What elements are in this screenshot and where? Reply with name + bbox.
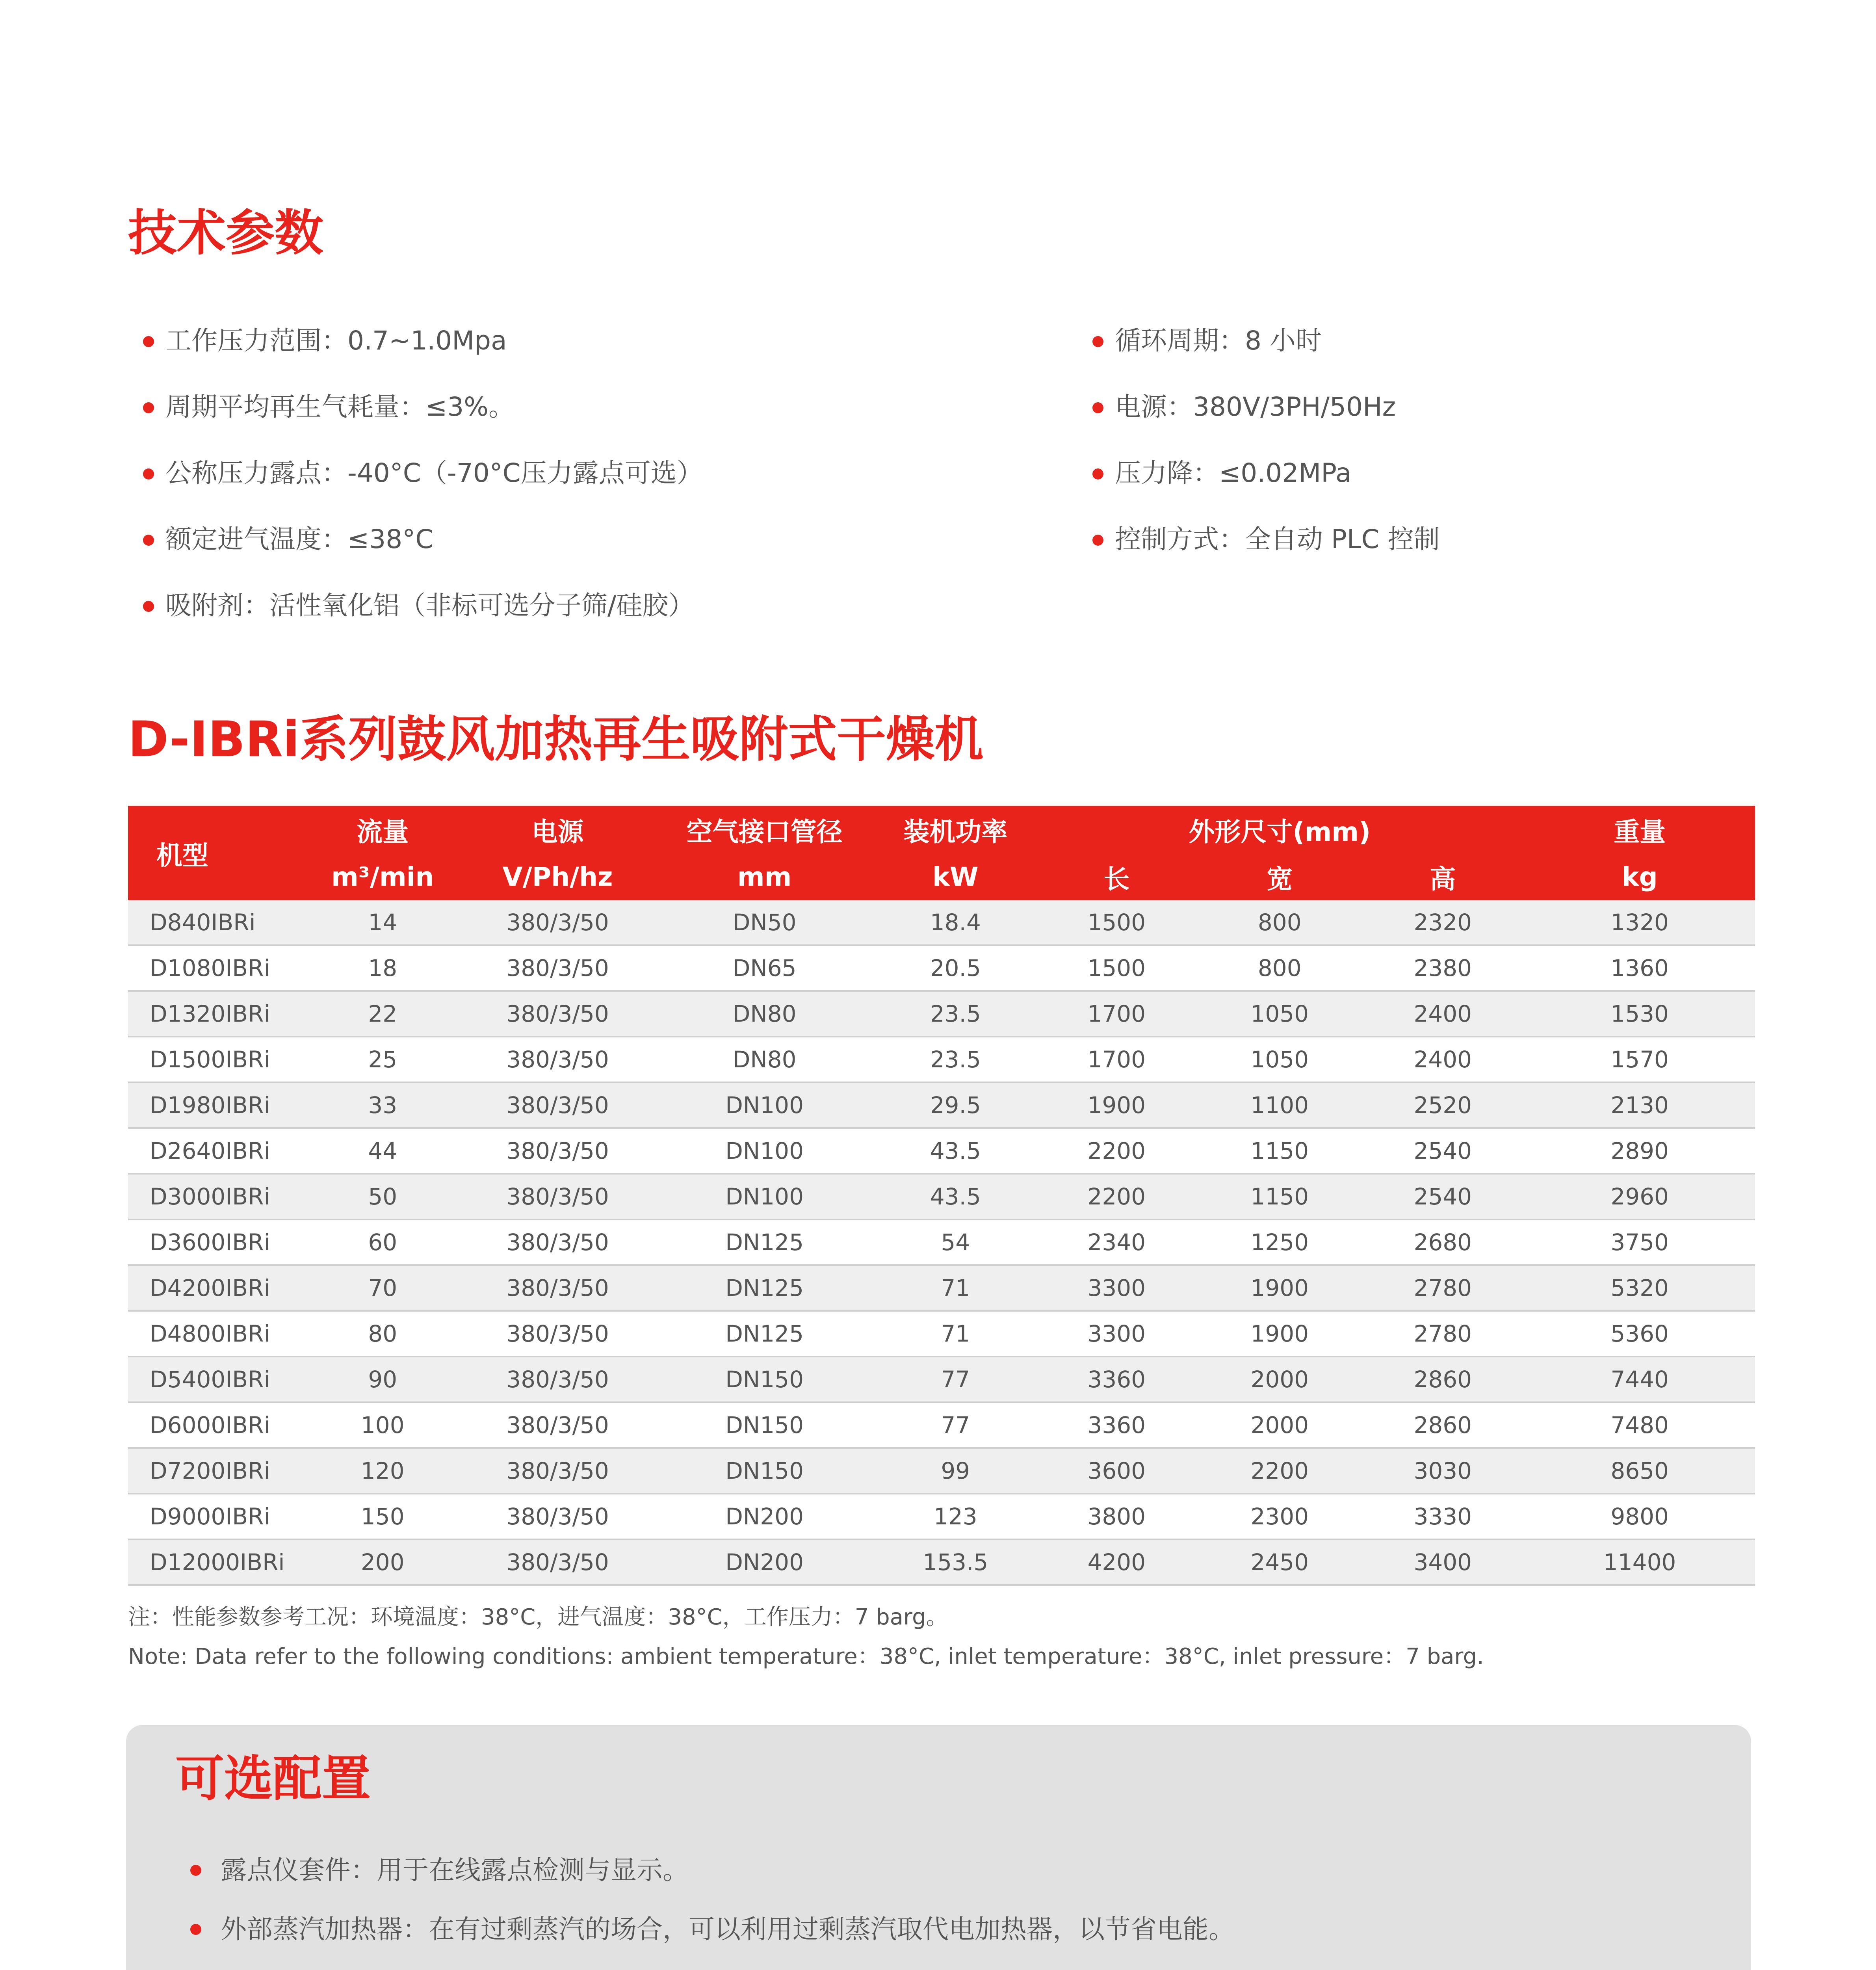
spec-item <box>128 317 703 383</box>
option-item <box>175 1904 1712 1955</box>
cell-flow: 120 <box>303 1448 462 1494</box>
bullet-icon <box>190 1924 201 1935</box>
cell-width: 1100 <box>1198 1082 1361 1128</box>
table-row <box>128 1082 1755 1128</box>
note-english: Note: Data refer to the following conditions: ambient temperature：38°C, inlet temperature：38°C, inlet pressure：7 barg. <box>128 1644 1484 1669</box>
table-row <box>128 900 1755 945</box>
cell-model: D1500IBRi <box>128 1037 303 1082</box>
header-width: 宽 <box>1198 853 1361 900</box>
cell-length: 3360 <box>1035 1402 1198 1448</box>
cell-pipe: DN150 <box>653 1402 876 1448</box>
header-pipe: 空气接口管径 <box>653 806 876 853</box>
header-dimensions: 外形尺寸(mm) <box>1035 806 1524 853</box>
cell-height: 2860 <box>1361 1357 1524 1402</box>
cell-installed-power: 43.5 <box>876 1174 1035 1219</box>
bullet-icon <box>1092 336 1103 347</box>
cell-installed-power: 99 <box>876 1448 1035 1494</box>
spec-table <box>128 806 1755 1586</box>
option-item-text: 露点仪套件：用于在线露点检测与显示。 <box>221 1855 689 1885</box>
cell-power-supply: 380/3/50 <box>462 1174 653 1219</box>
cell-weight: 2960 <box>1524 1174 1755 1219</box>
cell-height: 2780 <box>1361 1311 1524 1357</box>
cell-power-supply: 380/3/50 <box>462 1037 653 1082</box>
table-header-row-2 <box>128 853 1755 900</box>
table-row <box>128 1402 1755 1448</box>
cell-weight: 5320 <box>1524 1265 1755 1311</box>
cell-power-supply: 380/3/50 <box>462 1357 653 1402</box>
cell-power-supply: 380/3/50 <box>462 1448 653 1494</box>
bullet-icon <box>143 336 154 347</box>
cell-height: 2520 <box>1361 1082 1524 1128</box>
cell-installed-power: 54 <box>876 1219 1035 1265</box>
cell-pipe: DN65 <box>653 945 876 991</box>
cell-height: 2400 <box>1361 1037 1524 1082</box>
cell-weight: 1360 <box>1524 945 1755 991</box>
cell-height: 3330 <box>1361 1494 1524 1539</box>
cell-weight: 5360 <box>1524 1311 1755 1357</box>
cell-weight: 9800 <box>1524 1494 1755 1539</box>
cell-power-supply: 380/3/50 <box>462 1082 653 1128</box>
cell-length: 3800 <box>1035 1494 1198 1539</box>
cell-model: D2640IBRi <box>128 1128 303 1174</box>
header-weight-unit: kg <box>1524 853 1755 900</box>
cell-flow: 18 <box>303 945 462 991</box>
cell-power-supply: 380/3/50 <box>462 1265 653 1311</box>
cell-pipe: DN200 <box>653 1494 876 1539</box>
cell-installed-power: 71 <box>876 1311 1035 1357</box>
cell-installed-power: 23.5 <box>876 1037 1035 1082</box>
cell-weight: 7480 <box>1524 1402 1755 1448</box>
cell-power-supply: 380/3/50 <box>462 945 653 991</box>
cell-length: 1900 <box>1035 1082 1198 1128</box>
cell-length: 1700 <box>1035 1037 1198 1082</box>
cell-flow: 33 <box>303 1082 462 1128</box>
spec-item <box>128 383 703 450</box>
cell-flow: 150 <box>303 1494 462 1539</box>
tech-params-title: 技术参数 <box>128 205 324 262</box>
header-pipe-unit: mm <box>653 853 876 900</box>
table-header-row-1 <box>128 806 1755 853</box>
cell-height: 2680 <box>1361 1219 1524 1265</box>
cell-length: 2200 <box>1035 1128 1198 1174</box>
cell-length: 2340 <box>1035 1219 1198 1265</box>
cell-length: 4200 <box>1035 1539 1198 1585</box>
table-row <box>128 1037 1755 1082</box>
cell-weight: 1320 <box>1524 900 1755 945</box>
options-list <box>175 1845 1712 1970</box>
table-body <box>128 900 1755 1585</box>
cell-model: D1320IBRi <box>128 991 303 1037</box>
cell-length: 1500 <box>1035 900 1198 945</box>
cell-model: D5400IBRi <box>128 1357 303 1402</box>
header-height: 高 <box>1361 853 1524 900</box>
cell-model: D3000IBRi <box>128 1174 303 1219</box>
cell-installed-power: 77 <box>876 1357 1035 1402</box>
cell-flow: 44 <box>303 1128 462 1174</box>
cell-model: D12000IBRi <box>128 1539 303 1585</box>
cell-weight: 11400 <box>1524 1539 1755 1585</box>
cell-pipe: DN80 <box>653 1037 876 1082</box>
cell-installed-power: 123 <box>876 1494 1035 1539</box>
bullet-icon <box>1092 468 1103 479</box>
cell-length: 1500 <box>1035 945 1198 991</box>
cell-model: D7200IBRi <box>128 1448 303 1494</box>
table-row <box>128 945 1755 991</box>
cell-height: 3030 <box>1361 1448 1524 1494</box>
table-row <box>128 1265 1755 1311</box>
cell-weight: 7440 <box>1524 1357 1755 1402</box>
cell-length: 3360 <box>1035 1357 1198 1402</box>
spec-item-text: 公称压力露点：-40°C（-70°C压力露点可选） <box>165 458 703 488</box>
cell-flow: 25 <box>303 1037 462 1082</box>
cell-model: D4800IBRi <box>128 1311 303 1357</box>
cell-weight: 2130 <box>1524 1082 1755 1128</box>
cell-flow: 14 <box>303 900 462 945</box>
cell-power-supply: 380/3/50 <box>462 1539 653 1585</box>
bullet-icon <box>143 402 154 413</box>
header-installed-power: 装机功率 <box>876 806 1035 853</box>
cell-height: 2320 <box>1361 900 1524 945</box>
spec-table-container <box>128 806 1755 1586</box>
cell-installed-power: 18.4 <box>876 900 1035 945</box>
cell-model: D9000IBRi <box>128 1494 303 1539</box>
cell-flow: 100 <box>303 1402 462 1448</box>
cell-pipe: DN150 <box>653 1357 876 1402</box>
cell-pipe: DN100 <box>653 1128 876 1174</box>
note-chinese: 注：性能参数参考工况：环境温度：38°C，进气温度：38°C，工作压力：7 barg。 <box>128 1604 948 1630</box>
cell-length: 2200 <box>1035 1174 1198 1219</box>
cell-flow: 50 <box>303 1174 462 1219</box>
spec-item-text: 电源：380V/3PH/50Hz <box>1115 392 1396 422</box>
option-item-text: 外部蒸汽加热器：在有过剩蒸汽的场合，可以利用过剩蒸汽取代电加热器，以节省电能。 <box>221 1914 1235 1944</box>
spec-item <box>128 516 703 582</box>
cell-pipe: DN100 <box>653 1082 876 1128</box>
cell-installed-power: 23.5 <box>876 991 1035 1037</box>
cell-power-supply: 380/3/50 <box>462 1494 653 1539</box>
cell-height: 2780 <box>1361 1265 1524 1311</box>
cell-height: 2540 <box>1361 1128 1524 1174</box>
cell-flow: 70 <box>303 1265 462 1311</box>
cell-width: 800 <box>1198 945 1361 991</box>
cell-weight: 3750 <box>1524 1219 1755 1265</box>
header-installed-power-unit: kW <box>876 853 1035 900</box>
cell-power-supply: 380/3/50 <box>462 1219 653 1265</box>
cell-flow: 60 <box>303 1219 462 1265</box>
cell-model: D1080IBRi <box>128 945 303 991</box>
cell-weight: 1570 <box>1524 1037 1755 1082</box>
cell-width: 1250 <box>1198 1219 1361 1265</box>
cell-pipe: DN80 <box>653 991 876 1037</box>
cell-model: D1980IBRi <box>128 1082 303 1128</box>
cell-installed-power: 153.5 <box>876 1539 1035 1585</box>
cell-length: 1700 <box>1035 991 1198 1037</box>
cell-width: 2450 <box>1198 1539 1361 1585</box>
spec-item-text: 额定进气温度：≤38°C <box>165 524 434 554</box>
cell-pipe: DN125 <box>653 1219 876 1265</box>
cell-installed-power: 29.5 <box>876 1082 1035 1128</box>
spec-item-text: 控制方式：全自动 PLC 控制 <box>1115 524 1440 554</box>
cell-length: 3600 <box>1035 1448 1198 1494</box>
cell-pipe: DN150 <box>653 1448 876 1494</box>
cell-installed-power: 20.5 <box>876 945 1035 991</box>
spec-item <box>128 450 703 516</box>
cell-weight: 2890 <box>1524 1128 1755 1174</box>
table-row <box>128 991 1755 1037</box>
cell-width: 1900 <box>1198 1311 1361 1357</box>
cell-flow: 90 <box>303 1357 462 1402</box>
table-row <box>128 1357 1755 1402</box>
spec-list-right <box>1077 317 1440 582</box>
cell-power-supply: 380/3/50 <box>462 1128 653 1174</box>
header-length: 长 <box>1035 853 1198 900</box>
cell-flow: 22 <box>303 991 462 1037</box>
cell-width: 2000 <box>1198 1357 1361 1402</box>
cell-pipe: DN50 <box>653 900 876 945</box>
table-row <box>128 1448 1755 1494</box>
cell-width: 800 <box>1198 900 1361 945</box>
table-row <box>128 1128 1755 1174</box>
cell-weight: 8650 <box>1524 1448 1755 1494</box>
cell-model: D840IBRi <box>128 900 303 945</box>
cell-power-supply: 380/3/50 <box>462 1311 653 1357</box>
cell-flow: 200 <box>303 1539 462 1585</box>
options-title: 可选配置 <box>175 1751 371 1807</box>
cell-length: 3300 <box>1035 1265 1198 1311</box>
table-row <box>128 1174 1755 1219</box>
table-row <box>128 1494 1755 1539</box>
table-row <box>128 1539 1755 1585</box>
table-row <box>128 1219 1755 1265</box>
cell-width: 1150 <box>1198 1128 1361 1174</box>
cell-weight: 1530 <box>1524 991 1755 1037</box>
spec-item-text: 吸附剂：活性氧化铝（非标可选分子筛/硅胶） <box>165 590 695 621</box>
series-title: D-IBRi系列鼓风加热再生吸附式干燥机 <box>128 711 984 768</box>
cell-height: 2860 <box>1361 1402 1524 1448</box>
header-flow-unit: m³/min <box>303 853 462 900</box>
spec-item <box>1077 317 1440 383</box>
option-item <box>175 1963 1712 1970</box>
cell-pipe: DN200 <box>653 1539 876 1585</box>
bullet-icon <box>143 535 154 546</box>
cell-width: 1900 <box>1198 1265 1361 1311</box>
spec-list-left <box>128 317 703 648</box>
bullet-icon <box>143 601 154 612</box>
bullet-icon <box>143 468 154 479</box>
bullet-icon <box>1092 535 1103 546</box>
cell-height: 2400 <box>1361 991 1524 1037</box>
cell-power-supply: 380/3/50 <box>462 991 653 1037</box>
bullet-icon <box>190 1865 201 1876</box>
cell-width: 2000 <box>1198 1402 1361 1448</box>
cell-width: 1150 <box>1198 1174 1361 1219</box>
cell-width: 2300 <box>1198 1494 1361 1539</box>
spec-item <box>1077 383 1440 450</box>
cell-pipe: DN125 <box>653 1265 876 1311</box>
spec-item-text: 循环周期：8 小时 <box>1115 325 1322 356</box>
cell-installed-power: 43.5 <box>876 1128 1035 1174</box>
header-flow: 流量 <box>303 806 462 853</box>
cell-length: 3300 <box>1035 1311 1198 1357</box>
cell-height: 2540 <box>1361 1174 1524 1219</box>
cell-flow: 80 <box>303 1311 462 1357</box>
table-row <box>128 1311 1755 1357</box>
cell-height: 3400 <box>1361 1539 1524 1585</box>
cell-width: 1050 <box>1198 991 1361 1037</box>
header-power-supply-unit: V/Ph/hz <box>462 853 653 900</box>
cell-model: D3600IBRi <box>128 1219 303 1265</box>
cell-pipe: DN100 <box>653 1174 876 1219</box>
spec-item <box>1077 516 1440 582</box>
header-weight: 重量 <box>1524 806 1755 853</box>
options-panel <box>126 1725 1751 1970</box>
spec-item <box>128 582 703 648</box>
spec-item-text: 周期平均再生气耗量：≤3%。 <box>165 392 515 422</box>
cell-width: 1050 <box>1198 1037 1361 1082</box>
cell-power-supply: 380/3/50 <box>462 900 653 945</box>
bullet-icon <box>1092 402 1103 413</box>
cell-model: D4200IBRi <box>128 1265 303 1311</box>
spec-item-text: 工作压力范围：0.7~1.0Mpa <box>165 325 507 356</box>
header-model: 机型 <box>128 806 303 900</box>
cell-pipe: DN125 <box>653 1311 876 1357</box>
header-power-supply: 电源 <box>462 806 653 853</box>
cell-installed-power: 71 <box>876 1265 1035 1311</box>
cell-height: 2380 <box>1361 945 1524 991</box>
spec-item <box>1077 450 1440 516</box>
cell-installed-power: 77 <box>876 1402 1035 1448</box>
option-item <box>175 1845 1712 1896</box>
cell-width: 2200 <box>1198 1448 1361 1494</box>
cell-model: D6000IBRi <box>128 1402 303 1448</box>
spec-item-text: 压力降：≤0.02MPa <box>1115 458 1352 488</box>
cell-power-supply: 380/3/50 <box>462 1402 653 1448</box>
